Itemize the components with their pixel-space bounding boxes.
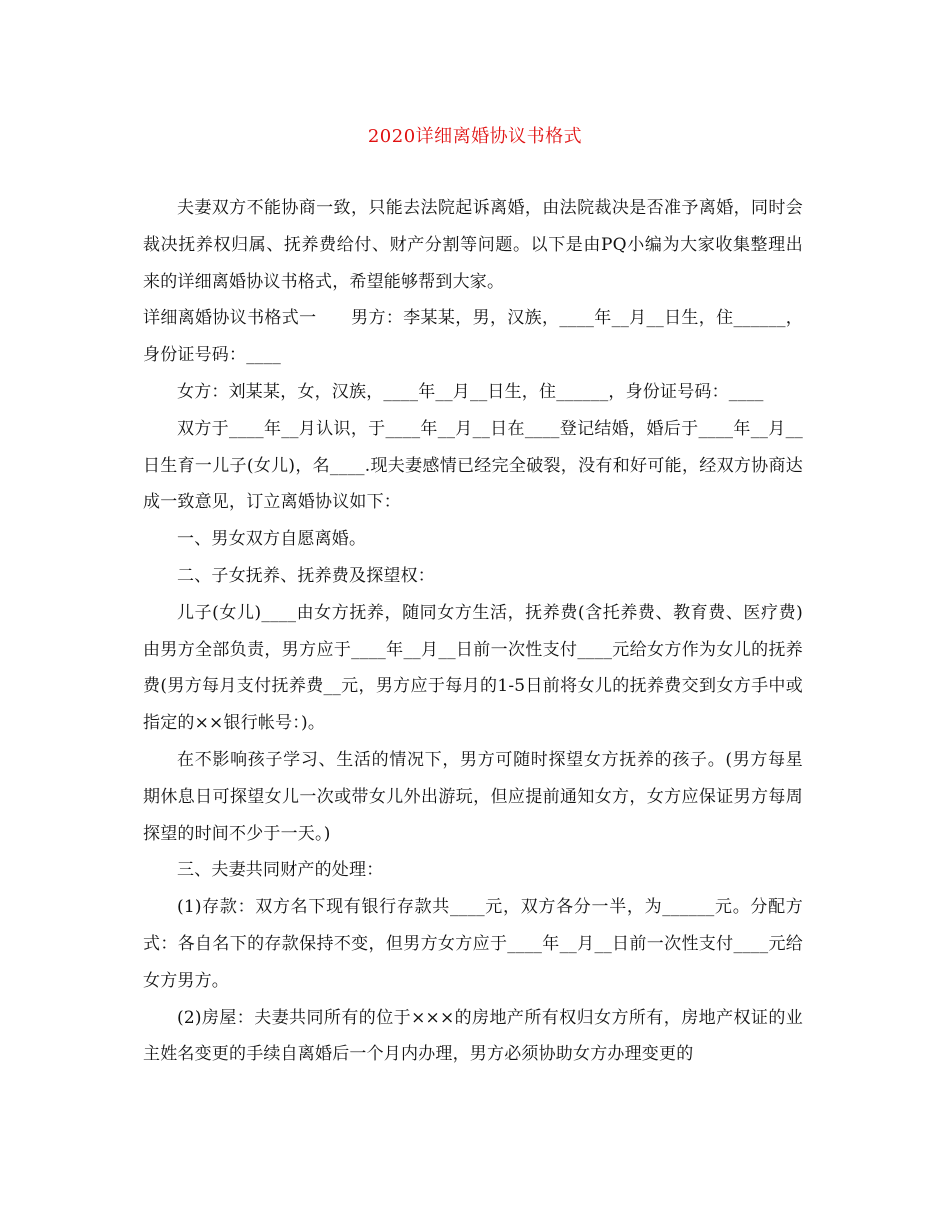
paragraph-clause-3-heading: 三、夫妻共同财产的处理： (177, 860, 384, 881)
paragraph-deposits: (1)存款：双方名下现有银行存款共____元，双方各分一半，为______元。分配方式：各自名下的存款保持不变，但男方女方应于____年__月__日前一次性支付____元给女方男方。 (143, 897, 803, 991)
document-body (143, 190, 803, 1073)
paragraph-house: (2)房屋：夫妻共同所有的位于×××的房地产所有权归女方所有，房地产权证的业主姓名变更的手续自离婚后一个月内办理，男方必须协助女方办理变更的 (143, 1007, 803, 1065)
paragraph-child-support: 儿子(女儿)____由女方抚养，随同女方生活，抚养费(含托养费、教育费、医疗费)由男方全部负责，男方应于____年__月__日前一次性支付____元给女方作为女儿的抚养费(男方每月支付抚养费__元，男方应于每月的1-5日前将女儿的抚养费交到女方手中或指定的××银行帐号：)。 (143, 602, 803, 734)
paragraph-clause-2-heading: 二、子女抚养、抚养费及探望权： (177, 565, 435, 586)
paragraph-visitation: 在不影响孩子学习、生活的情况下，男方可随时探望女方抚养的孩子。(男方每星期休息日可探望女儿一次或带女儿外出游玩，但应提前通知女方，女方应保证男方每周探望的时间不少于一天。) (143, 749, 803, 844)
paragraph-female-party: 女方：刘某某，女，汉族，____年__月__日生，住______，身份证号码：____ (177, 381, 764, 402)
paragraph-male-party: 详细离婚协议书格式一 男方：李某某，男，汉族，____年__月__日生，住______，身份证号码：____ (143, 308, 803, 366)
paragraph-intro: 夫妻双方不能协商一致，只能去法院起诉离婚，由法院裁决是否准予离婚，同时会裁决抚养权归属、抚养费给付、财产分割等问题。以下是由PQ小编为大家收集整理出来的详细离婚协议书格式，希望能够帮到大家。 (143, 198, 803, 292)
paragraph-marriage-facts: 双方于____年__月认识，于____年__月__日在____登记结婚，婚后于____年__月__日生育一儿子(女儿)，名____.现夫妻感情已经完全破裂，没有和好可能，经双方协商达成一致意见，订立离婚协议如下： (143, 418, 803, 513)
paragraph-clause-1: 一、男女双方自愿离婚。 (177, 529, 367, 550)
document-title: 2020详细离婚协议书格式 (367, 126, 583, 147)
